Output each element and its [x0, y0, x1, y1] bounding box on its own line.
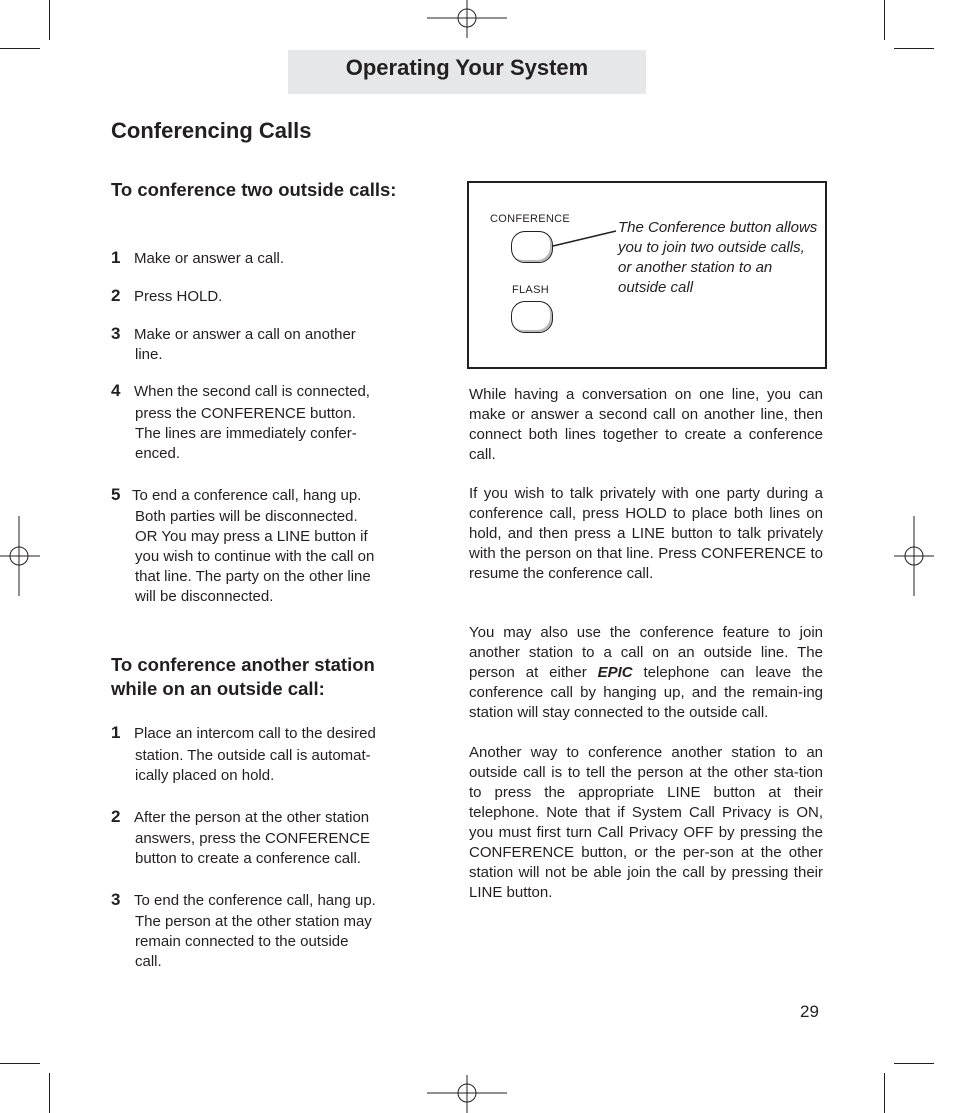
step-b2: 2 After the person at the other station answers, press the CONFERENCE button to create a conference call.	[111, 807, 371, 867]
registration-mark-icon	[427, 0, 507, 40]
registration-mark-icon	[427, 1073, 507, 1113]
section-title: Conferencing Calls	[111, 118, 312, 143]
subheading-two-outside-calls: To conference two outside calls:	[111, 179, 397, 200]
page-number: 29	[800, 1002, 819, 1021]
step-a5: 5 To end a conference call, hang up. Both parties will be disconnected. OR You may press a LINE button if you wish to continue with the call on that line. The party on the other line will be disconnected.	[111, 485, 375, 605]
registration-mark-icon	[894, 516, 934, 596]
brand-name: EPIC	[597, 664, 633, 681]
paragraph-join-station: You may also use the conference feature to join another station to a call on an outside line. The person at either EPIC telephone can leave the conference call by hanging up, and the remain-ing station will stay connected to the outside call.	[469, 624, 823, 721]
crop-mark	[894, 1063, 934, 1064]
crop-mark	[0, 48, 40, 49]
conference-key-illustration	[511, 231, 553, 263]
subheading-station-outside-call: To conference another station while on an outside call:	[111, 654, 375, 699]
step-b3: 3 To end the conference call, hang up. The person at the other station may remain connected to the outside call.	[111, 890, 376, 970]
step-a1: 1 Make or answer a call.	[111, 248, 285, 267]
crop-mark	[884, 1073, 885, 1113]
page-header-title: Operating Your System	[345, 55, 589, 80]
flash-button-label: FLASH	[512, 284, 549, 296]
crop-mark	[894, 48, 934, 49]
paragraph-intro: While having a conversation on one line, you can make or answer a second call on another line, then connect both lines together to create a conference call.	[469, 386, 823, 463]
crop-mark	[884, 0, 885, 40]
registration-mark-icon	[0, 516, 40, 596]
paragraph-another-way: Another way to conference another station to an outside call is to tell the person at the other sta-tion to press the appropriate LINE button at their telephone. Note that if System Call Privacy is ON, you must first turn Call Privacy OFF by pressing the CONFERENCE button, or the per-son at the other station will not be able join the call by pressing their LINE button.	[469, 744, 823, 901]
crop-mark	[49, 0, 50, 40]
step-a2: 2 Press HOLD.	[111, 286, 223, 305]
callout-leader-line	[550, 225, 620, 250]
step-b1: 1 Place an intercom call to the desired station. The outside call is automat- ically placed on hold.	[111, 723, 376, 784]
step-a4: 4 When the second call is connected, press the CONFERENCE button. The lines are immediately confer- enced.	[111, 381, 370, 462]
figure-callout: The Conference button allows you to join two outside calls, or another station to an outside call	[618, 219, 818, 296]
flash-key-illustration	[511, 301, 553, 333]
crop-mark	[49, 1073, 50, 1113]
paragraph-private-talk: If you wish to talk privately with one party during a conference call, press HOLD to place both lines on hold, and then press a LINE button to talk privately with the person on that line. Press CONFERENCE to resume the conference call.	[469, 485, 823, 582]
crop-mark	[0, 1063, 40, 1064]
conference-button-label: CONFERENCE	[490, 213, 571, 225]
step-a3: 3 Make or answer a call on another line.	[111, 324, 356, 363]
